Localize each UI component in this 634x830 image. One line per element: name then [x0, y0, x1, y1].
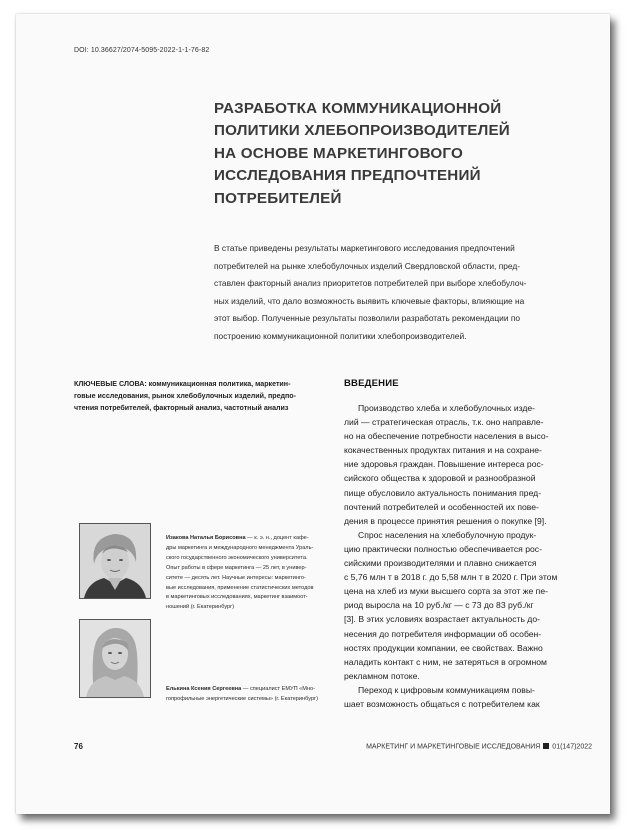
abstract-line: потребителей на рынке хлебобулочных изделий Свердловской области, пред- [214, 260, 521, 271]
abstract-line: построению коммуникационной политики хлебопроизводителей. [214, 330, 467, 341]
author-bio-elkina [166, 685, 316, 705]
title-line: НА ОСНОВЕ МАРКЕТИНГОВОГО [214, 144, 463, 162]
body-line: цена на хлеб из муки высшего сорта за этот же пе- [344, 586, 548, 597]
keywords-line: КЛЮЧЕВЫЕ СЛОВА: коммуникационная политика, маркетин- [74, 380, 291, 388]
abstract-line: этот выбор. Полученные результаты позволили разработать рекомендации по [214, 313, 521, 324]
body-line: ностях продукции компании, ее свойствах. Важно [344, 642, 543, 653]
body-line: дения в процессе принятия решения о покупке [9]. [344, 515, 547, 526]
author-bio-line: ситете — десять лет. Научные интересы: маркетинго- [166, 574, 306, 581]
body-line: лий — стратегическая отрасль, т.к. оно направле- [344, 417, 544, 428]
doi: DOI: 10.36627/2074-5095-2022-1-1-76-82 [74, 47, 210, 54]
section-title-introduction: ВВЕДЕНИЕ [344, 378, 399, 389]
title-line: ИССЛЕДОВАНИЯ ПРЕДПОЧТЕНИЙ [214, 167, 481, 185]
author-name: Елькина Ксения Сергеевна [166, 686, 242, 692]
keywords-line: говые исследования, рынок хлебобулочных изделий, предпо- [74, 392, 297, 400]
body-line: Спрос населения на хлебобулочную продук- [358, 529, 537, 540]
keywords-line: чтения потребителей, факторный анализ, частотный анализ [74, 404, 289, 412]
abstract [214, 240, 594, 346]
abstract-line: ных изделий, что дало возможность выявить ключевые факторы, влияющие на [214, 295, 525, 306]
running-footer [366, 743, 592, 751]
author-photo-elkina [79, 619, 151, 698]
author-bio-line: в маркетинговых исследованиях, маркетинг взаимоот- [166, 594, 308, 601]
body-line: наладить контакт с ним, не затеряться в огромном [344, 656, 547, 667]
introduction-text [344, 401, 604, 711]
author-bio-izakova [166, 534, 316, 613]
abstract-line: В статье приведены результаты маркетингового исследования предпочтений [214, 243, 515, 253]
title-line: РАЗРАБОТКА КОММУНИКАЦИОННОЙ [214, 100, 502, 117]
author-bio-line: ского государственного экономического университета. [166, 554, 308, 561]
author-bio-line [166, 534, 316, 544]
body-line: сийскими производителями и плавно снижается [344, 558, 537, 569]
body-line: кокачественных продуктах питания и на сохране- [344, 445, 542, 456]
author-bio-text: — к. э. н., доцент кафе- [245, 535, 309, 541]
author-bio-line: ношений (г. Екатеринбург) [166, 604, 235, 611]
body-line: пище обусловило актуальность понимания пред- [344, 487, 542, 498]
body-line: шает возможность общаться с потребителем как [344, 698, 540, 709]
journal-name: МАРКЕТИНГ И МАРКЕТИНГОВЫЕ ИССЛЕДОВАНИЯ [366, 743, 541, 751]
body-line: Переход к цифровым коммуникациям повы- [358, 684, 535, 695]
square-separator-icon [543, 743, 549, 749]
author-bio-line: вые исследования, применение статистических методов [166, 584, 314, 591]
portrait-illustration [80, 620, 150, 697]
body-line: почтений потребителей и особенностей их пове- [344, 501, 539, 512]
abstract-line: ставлен факторный анализ приоритетов потребителей при выборе хлебобулоч- [214, 278, 527, 289]
body-line: несения до потребителя информации об особен- [344, 628, 542, 639]
body-line: рекламном потоке. [344, 670, 420, 681]
author-bio-line [166, 685, 316, 695]
page-number: 76 [74, 742, 83, 751]
journal-page [16, 14, 610, 814]
article-title [214, 98, 554, 210]
portrait-illustration [80, 524, 150, 598]
author-photo-izakova [79, 523, 151, 599]
body-line: риод выросла на 10 руб./кг — с 73 до 83 руб./кг [344, 600, 534, 611]
author-bio-text: — специалист ЕМУП «Мно- [241, 686, 315, 692]
author-name: Изакова Наталья Борисовна [166, 535, 246, 541]
keywords [74, 378, 324, 414]
body-line: сийского общества к здоровой и разнообразной [344, 473, 536, 484]
title-line: ПОТРЕБИТЕЛЕЙ [214, 189, 342, 207]
body-line: с 5,76 млн т в 2018 г. до 5,58 млн т в 2020 г. При этом [344, 572, 558, 583]
body-line: ние здоровья граждан. Повышение интереса рос- [344, 459, 544, 470]
author-bio-line: Опыт работы в сфере маркетинга — 25 лет, в универ- [166, 564, 307, 571]
body-line: но на обеспечение потребности населения в высо- [344, 431, 549, 442]
author-bio-line: гопрофильные энергетические системы» (г. Екатеринбург) [166, 695, 318, 702]
title-line: ПОЛИТИКИ ХЛЕБОПРОИЗВОДИТЕЛЕЙ [214, 122, 510, 140]
body-line: цию практически полностью обеспечивается рос- [344, 543, 542, 554]
author-bio-line: дры маркетинга и международного менеджмента Ураль- [166, 544, 314, 551]
issue-number: 01(147)2022 [552, 743, 592, 751]
body-line: Производство хлеба и хлебобулочных изде- [358, 403, 536, 413]
body-line: [3]. В этих условиях возрастает актуальность до- [344, 614, 540, 625]
